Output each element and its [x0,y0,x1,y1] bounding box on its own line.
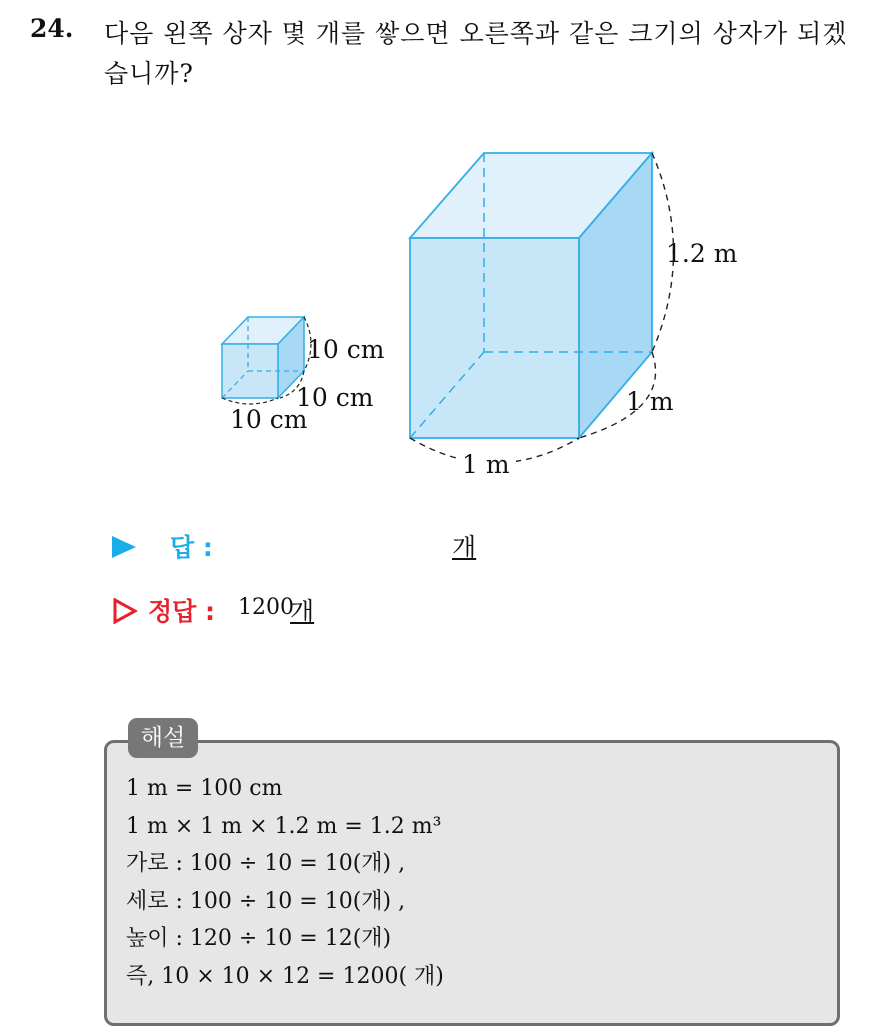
explanation-line: 가로 : 100 ÷ 10 = 10(개) , [126,851,406,876]
large-box [410,153,738,479]
explanation-line: 세로 : 100 ÷ 10 = 10(개) , [126,888,406,914]
large-box-front-face [410,238,579,438]
small-depth-label: 10 cm [296,383,374,412]
explanation-line: 즉, 10 × 10 × 12 = 1200( 개) [126,963,444,989]
large-width-label: 1 m [462,450,510,479]
large-depth-label: 1 m [626,387,674,416]
correct-answer-row [108,592,608,632]
answer-label: 답 : [170,533,213,562]
explanation-lines [126,770,826,995]
answer-unit: 개 [452,533,477,562]
correct-answer-label: 정답 : [148,597,216,626]
explanation-line: 1 m = 100 cm [126,776,283,801]
small-width-label: 10 cm [230,405,308,434]
play-triangle-icon [112,536,136,558]
small-width-arc [222,398,278,404]
correct-answer-unit: 개 [290,597,315,626]
correct-answer-value: 1200 [238,595,294,620]
question-text: 다음 왼쪽 상자 몇 개를 쌓으면 오른쪽과 같은 크기의 상자가 되겠습니까? [104,19,848,88]
explanation-line: 높이 : 120 ÷ 10 = 12(개) [126,926,392,951]
outline-triangle-icon [112,598,138,624]
small-box [222,317,385,434]
large-height-label: 1.2 m [666,239,738,268]
answer-row [108,528,608,568]
explanation-line: 1 m × 1 m × 1.2 m = 1.2 m³ [126,813,442,839]
small-height-label: 10 cm [307,335,385,364]
explanation-tag: 해설 [128,718,198,758]
question-number: 24. [30,14,74,43]
